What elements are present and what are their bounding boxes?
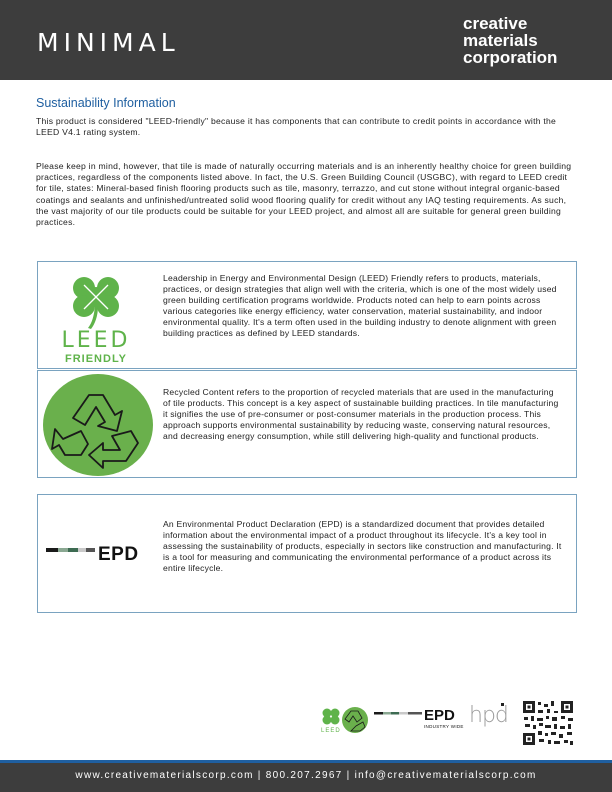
epd-small-logo-sub: INDUSTRY WIDE <box>424 724 464 729</box>
clover-icon <box>58 268 134 330</box>
epd-stripes-icon <box>46 544 98 566</box>
section-title: Sustainability Information <box>36 96 176 110</box>
page-footer <box>0 760 612 792</box>
epd-logo <box>46 544 146 566</box>
intro-paragraph: This product is considered "LEED-friendly" because it has components that can contribute to credit points in accordance with the LEED V4.1 rating system. <box>36 116 557 138</box>
epd-description: An Environmental Product Declaration (EPD) is a standardized document that provides detailed information about the environmental impact of a product throughout its lifecycle. It's a key tool in assessing the sustainability of products, especially in sectors like construction and manufacturing. It is a tool for measuring and communicating the environmental performance of a product across its entire lifecycle. <box>163 519 562 574</box>
recycled-description: Recycled Content refers to the proportion of recycled materials that are used in the manufacturing of tile products. This concept is a key aspect of sustainable building practices. In tile manufacturing it signifies the use of pre-consumer or post-consumer materials in the production process. This approach supports environmental sustainability by reducing waste, conserving natural resources, and decreasing energy consumption, while still delivering high-quality and functional products. <box>163 387 559 442</box>
company-line-1: creative <box>463 14 528 33</box>
leed-friendly-logo <box>58 268 134 366</box>
leed-box <box>37 261 577 369</box>
friendly-logo-word: FRIENDLY <box>65 353 127 365</box>
company-line-2: materials <box>463 31 538 50</box>
leed-small-logo-word: LEED <box>321 728 341 734</box>
hpd-logo-word: hpd <box>469 703 508 728</box>
epd-logo-word: EPD <box>98 544 139 565</box>
recycled-content-box <box>37 370 577 478</box>
page-header <box>0 0 612 80</box>
recycle-icon <box>41 373 156 477</box>
leed-logo-word: LEED <box>61 328 131 353</box>
epd-small-logo-word: EPD <box>424 707 455 724</box>
brand-logo: MINIMAL <box>37 28 180 57</box>
epd-box <box>37 494 577 613</box>
leed-description: Leadership in Energy and Environmental Design (LEED) Friendly refers to products, materials, practices, or design strategies that align well with the criteria, which is one of the most widely used green building certification programs worldwide. Products noted can help to earn points across various categories like energy efficiency, water conservation, material sustainability, and indoor environmental quality. It's a term often used in the building industry to denote alignment with green building practices as defined by LEED standards. <box>163 273 557 339</box>
footer-contact-info: www.creativematerialscorp.com | 800.207.2967 | info@creativematerialscorp.com <box>75 770 537 781</box>
certification-logo-strip <box>318 700 583 750</box>
company-line-3: corporation <box>463 48 558 67</box>
usgbc-paragraph: Please keep in mind, however, that tile is made of naturally occurring materials and is an inherently healthy choice for green building practices, regardless of the components listed above. In fact, the U.S. Green Building Council (USGBC), with regard to LEED credit for tile, states: Mineral-based finish flooring products such as tile, masonry, terrazzo, and cut stone without integral organic-based coatings and sealants and unfinished/untreated solid wood flooring qualify for credit without any IAQ testing requirements. As such, the vast majority of our tile products could be suitable for your LEED project, and almost all are suitable for general green building practices. <box>36 161 572 228</box>
company-logo <box>463 15 557 66</box>
